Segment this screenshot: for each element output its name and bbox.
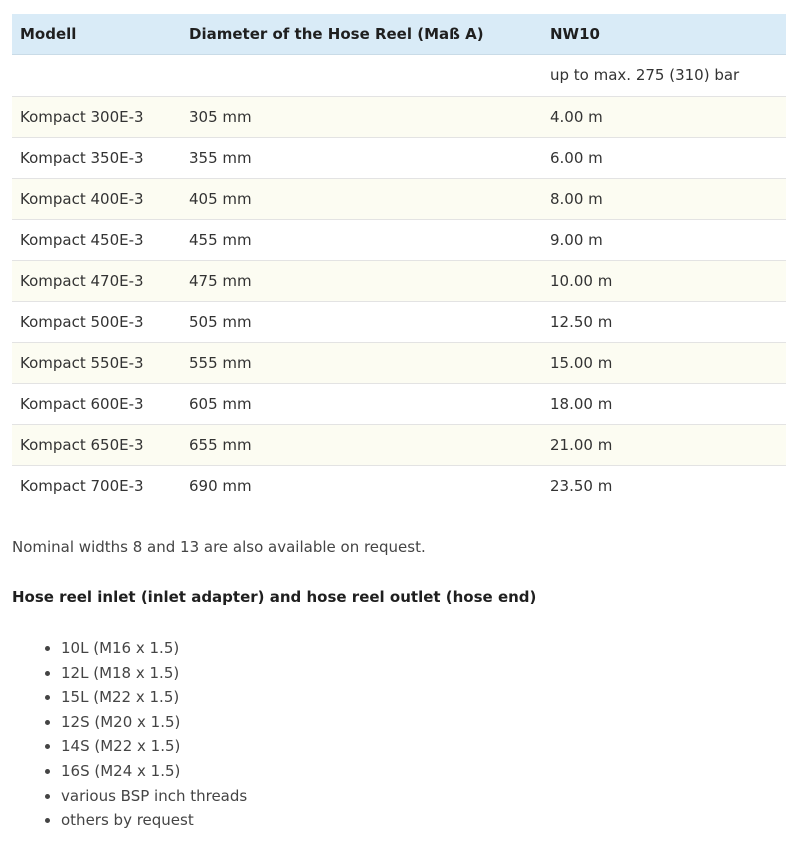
length-cell: 10.00 m xyxy=(542,260,786,301)
table-row xyxy=(12,465,786,506)
list-item: • various BSP inch threads xyxy=(61,784,247,809)
diameter-cell: 655 mm xyxy=(181,424,542,465)
spec-table-container xyxy=(12,14,786,506)
pressure-row xyxy=(12,54,786,96)
length-cell: 12.50 m xyxy=(542,301,786,342)
diameter-cell: 505 mm xyxy=(181,301,542,342)
model-cell: Kompact 500E-3 xyxy=(12,301,181,342)
model-cell: Kompact 700E-3 xyxy=(12,465,181,506)
diameter-cell: 305 mm xyxy=(181,96,542,137)
availability-note: Nominal widths 8 and 13 are also available on request. xyxy=(12,538,426,556)
list-item: • 14S (M22 x 1.5) xyxy=(61,734,247,759)
hose-reel-spec-table xyxy=(12,14,786,506)
model-cell: Kompact 550E-3 xyxy=(12,342,181,383)
header-modell: Modell xyxy=(12,14,181,54)
diameter-cell: 605 mm xyxy=(181,383,542,424)
diameter-cell: 690 mm xyxy=(181,465,542,506)
diameter-cell: 355 mm xyxy=(181,137,542,178)
table-row xyxy=(12,383,786,424)
model-cell: Kompact 470E-3 xyxy=(12,260,181,301)
table-row xyxy=(12,301,786,342)
pressure-rating: up to max. 275 (310) bar xyxy=(550,66,740,84)
length-cell: 15.00 m xyxy=(542,342,786,383)
table-row xyxy=(12,219,786,260)
length-cell: 8.00 m xyxy=(542,178,786,219)
model-cell: Kompact 450E-3 xyxy=(12,219,181,260)
diameter-cell: 555 mm xyxy=(181,342,542,383)
length-cell: 18.00 m xyxy=(542,383,786,424)
table-cell xyxy=(12,54,181,96)
diameter-cell: 405 mm xyxy=(181,178,542,219)
table-row xyxy=(12,137,786,178)
thread-list xyxy=(12,636,247,833)
length-cell: 4.00 m xyxy=(542,96,786,137)
list-item: • 12L (M18 x 1.5) xyxy=(61,661,247,686)
list-item: • 15L (M22 x 1.5) xyxy=(61,685,247,710)
model-cell: Kompact 650E-3 xyxy=(12,424,181,465)
model-cell: Kompact 600E-3 xyxy=(12,383,181,424)
list-item: • 16S (M24 x 1.5) xyxy=(61,759,247,784)
header-nw10: NW10 xyxy=(542,14,786,54)
length-cell: 23.50 m xyxy=(542,465,786,506)
table-cell xyxy=(181,54,542,96)
model-cell: Kompact 350E-3 xyxy=(12,137,181,178)
diameter-cell: 455 mm xyxy=(181,219,542,260)
length-cell: 21.00 m xyxy=(542,424,786,465)
table-row xyxy=(12,342,786,383)
length-cell: 9.00 m xyxy=(542,219,786,260)
table-row xyxy=(12,96,786,137)
header-diameter: Diameter of the Hose Reel (Maß A) xyxy=(181,14,542,54)
list-item: • 12S (M20 x 1.5) xyxy=(61,710,247,735)
table-header-row xyxy=(12,14,786,54)
threads-heading: Hose reel inlet (inlet adapter) and hose reel outlet (hose end) xyxy=(12,588,537,606)
diameter-cell: 475 mm xyxy=(181,260,542,301)
length-cell: 6.00 m xyxy=(542,137,786,178)
table-row xyxy=(12,424,786,465)
table-row xyxy=(12,260,786,301)
table-row xyxy=(12,178,786,219)
list-item: • 10L (M16 x 1.5) xyxy=(61,636,247,661)
model-cell: Kompact 300E-3 xyxy=(12,96,181,137)
model-cell: Kompact 400E-3 xyxy=(12,178,181,219)
list-item: • others by request xyxy=(61,808,247,833)
